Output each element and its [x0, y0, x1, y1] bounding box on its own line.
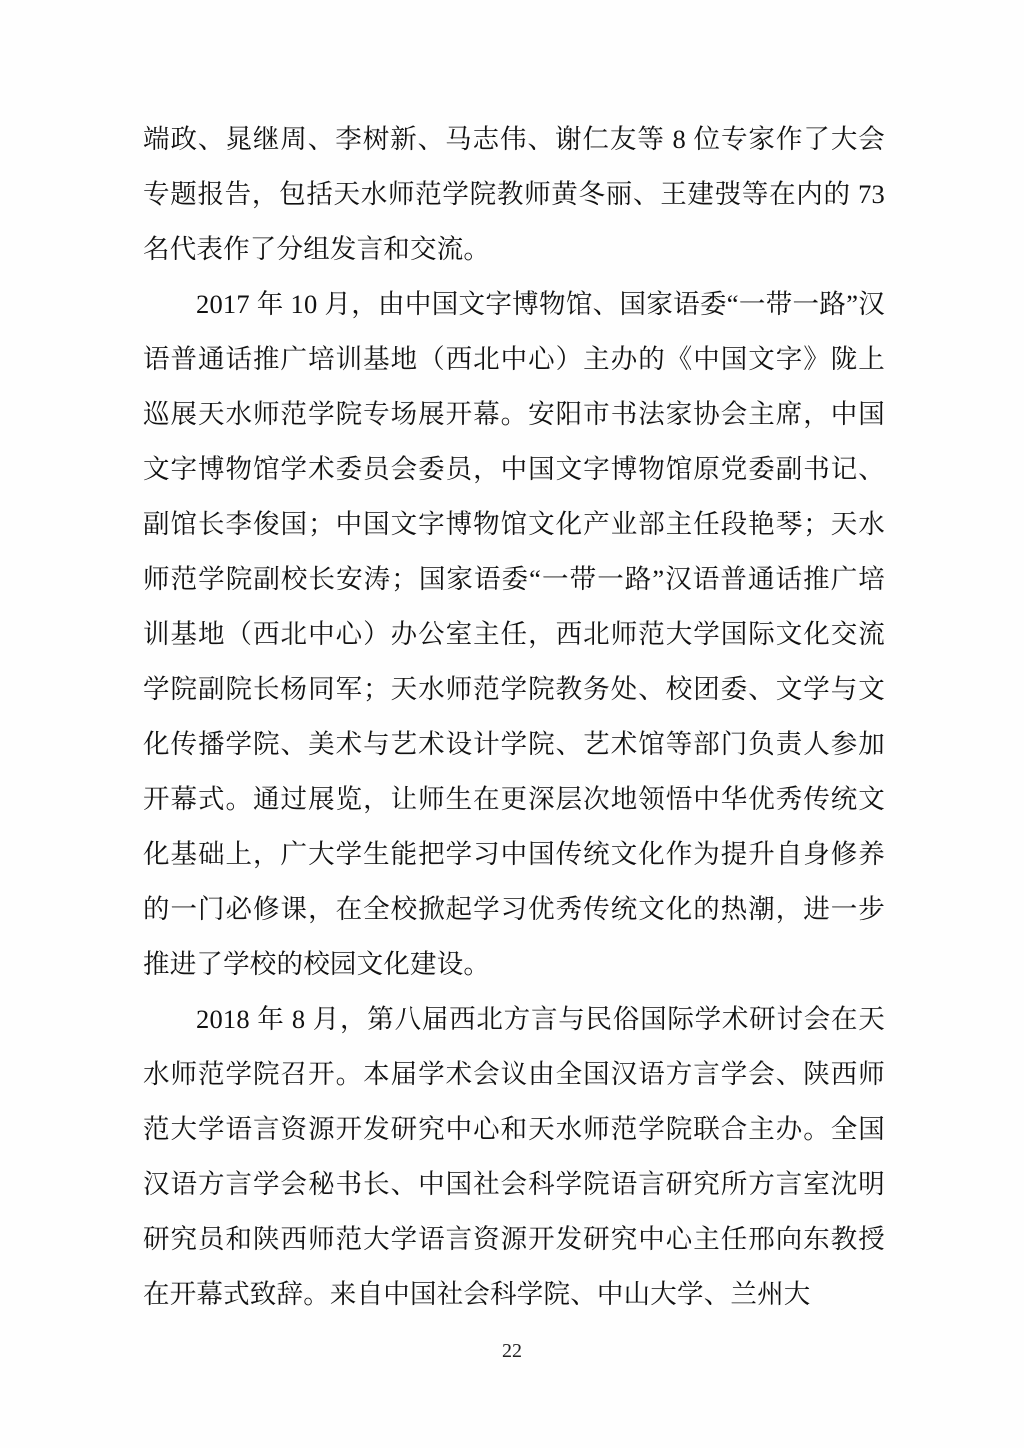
page-body: [143, 112, 885, 1322]
page-number: 22: [502, 1340, 522, 1362]
paragraph-2: 2017 年 10 月，由中国文字博物馆、国家语委“一带一路”汉语普通话推广培训基地（西北中心）主办的《中国文字》陇上巡展天水师范学院专场展开幕。安阳市书法家协会主席，中国文字博物馆学术委员会委员，中国文字博物馆原党委副书记、副馆长李俊国；中国文字博物馆文化产业部主任段艳琴；天水师范学院副校长安涛；国家语委“一带一路”汉语普通话推广培训基地（西北中心）办公室主任，西北师范大学国际文化交流学院副院长杨同军；天水师范学院教务处、校团委、文学与文化传播学院、美术与艺术设计学院、艺术馆等部门负责人参加开幕式。通过展览，让师生在更深层次地领悟中华优秀传统文化基础上，广大学生能把学习中国传统文化作为提升自身修养的一门必修课，在全校掀起学习优秀传统文化的热潮，进一步推进了学校的校园文化建设。: [143, 289, 885, 979]
paragraph-3: 2018 年 8 月，第八届西北方言与民俗国际学术研讨会在天水师范学院召开。本届学术会议由全国汉语方言学会、陕西师范大学语言资源开发研究中心和天水师范学院联合主办。全国汉语方言学会秘书长、中国社会科学院语言研究所方言室沈明研究员和陕西师范大学语言资源开发研究中心主任邢向东教授在开幕式致辞。来自中国社会科学院、中山大学、兰州大: [143, 1004, 885, 1309]
paragraph-1: 端政、晁继周、李树新、马志伟、谢仁友等 8 位专家作了大会专题报告，包括天水师范学院教师黄冬丽、王建弢等在内的 73 名代表作了分组发言和交流。: [143, 124, 885, 264]
